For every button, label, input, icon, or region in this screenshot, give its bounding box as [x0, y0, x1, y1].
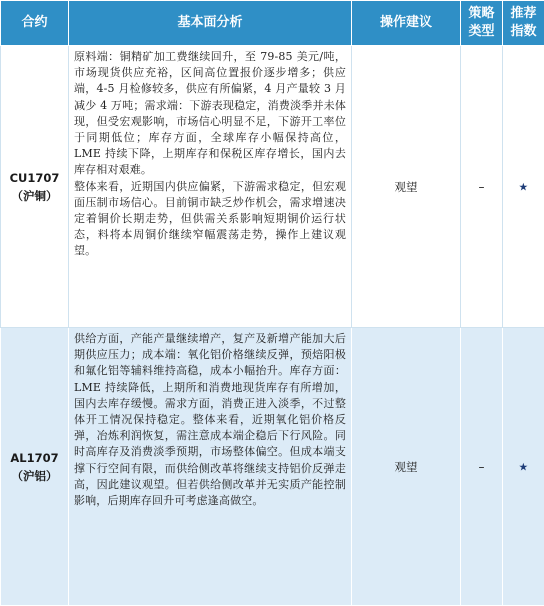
suggestion-cell: 观望: [352, 328, 461, 606]
header-index: [503, 1, 544, 46]
contract-name: （沪铜）: [11, 188, 58, 203]
analysis-paragraph: 供给方面，产能产量继续增产，复产及新增产能加大后期供应压力；成本端：氧化铝价格继续反弹，预焙阳极和氟化铝等辅料维持高稳，成本小幅抬升。库存方面：LME 持续降低，上期所和消费地现货库存有所增加，国内去库存缓慢。需求方面，消费正进入淡季，不过整体开工情况保持稳定。整体来看，近期氧化铝价格反弹，冶炼利润恢复，需注意成本端企稳后下行风险。同时高库存及消费淡季预期，市场整体偏空。但成本端支撑下行空间有限，而供给侧改革将继续支持铝价反弹走高，因此建议观望。但若供给侧改革并无实质产能控制影响，后期库存回升可考虑逢高做空。: [74, 332, 346, 508]
header-analysis: 基本面分析: [69, 1, 352, 46]
table-row-al: [1, 328, 544, 606]
analysis-paragraph: 原料端：铜精矿加工费继续回升，至 79-85 美元/吨，市场现货供应充裕，区间高位置报价逐步增多；供应端，4-5 月检修较多，供应有所偏紧，4 月产量较 3 月减少 4 万吨；需求端：下游表现稳定，消费淡季并未体现，但受宏观影响，市场信心明显不足，下游开工率位于同期低位；库存方面，全球库存小幅保持高位，LME 持续下降，上期库存和保税区库存增长，国内去库存相对艰难。: [74, 50, 346, 177]
analysis-paragraph: 整体来看，近期国内供应偏紧，下游需求稳定，但宏观面压制市场信心。目前铜市缺乏炒作机会，需求增速决定着铜价长期走势，但供需关系影响短期铜价运行状态，料将本周铜价继续窄幅震荡走势，操作上建议观望。: [74, 179, 346, 258]
header-contract: 合约: [1, 1, 69, 46]
analysis-cell: [69, 328, 352, 606]
header-index-line1: 推荐: [510, 6, 537, 21]
suggestion-cell: 观望: [352, 46, 461, 328]
analysis-cell: [69, 46, 352, 328]
contract-code: CU1707: [9, 170, 60, 185]
header-strategy-line1: 策略: [468, 6, 495, 21]
strategy-cell: –: [461, 328, 503, 606]
contract-code: AL1707: [10, 450, 59, 465]
index-cell: [503, 46, 544, 328]
table-row-cu: [1, 46, 544, 328]
contract-name: （沪铝）: [11, 468, 58, 483]
header-suggestion: 操作建议: [352, 1, 461, 46]
contract-cell: [1, 328, 69, 606]
star-icon: ★: [518, 460, 529, 473]
header-index-line2: 指数: [510, 24, 537, 39]
header-strategy-line2: 类型: [468, 24, 495, 39]
star-icon: ★: [518, 180, 529, 193]
strategy-cell: –: [461, 46, 503, 328]
header-row: [1, 1, 544, 46]
contract-cell: [1, 46, 69, 328]
header-strategy: [461, 1, 503, 46]
index-cell: [503, 328, 544, 606]
